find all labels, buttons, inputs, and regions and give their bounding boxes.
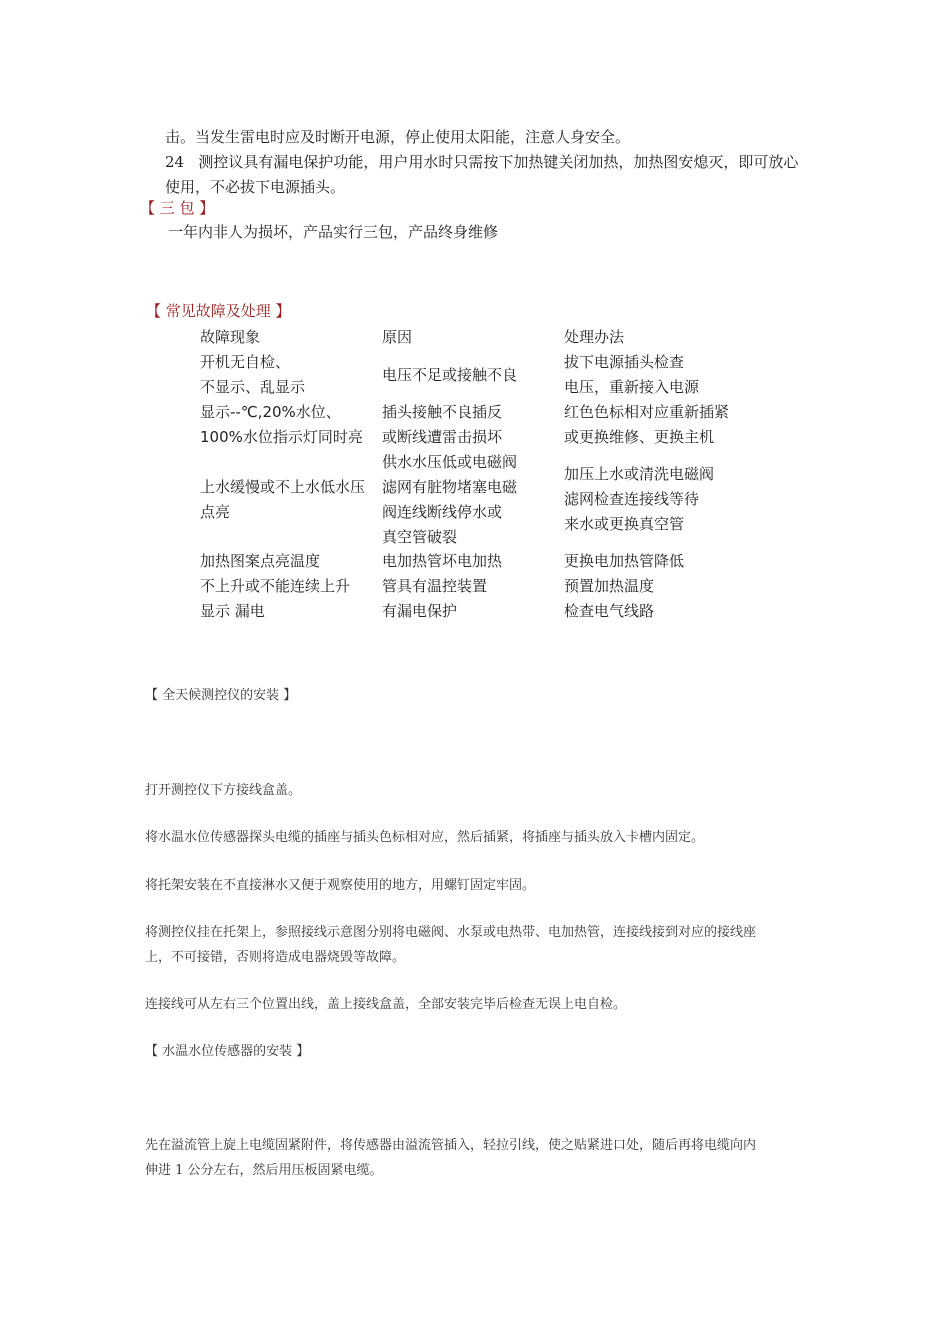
row1-symptom-l1: 开机无自检、 [200,353,291,371]
row4-fix-l3: 检查电气线路 [564,602,655,620]
row3-fix-l2: 滤网检查连接线等待 [564,490,700,508]
install-controller-step5: 连接线可从左右三个位置出线，盖上接线盒盖，全部安装完毕后检查无误上电自检。 [145,997,627,1012]
intro-line1: 击。当发生雷电时应及时断开电源，停止使用太阳能，注意人身安全。 [165,128,631,146]
row2-cause-l2: 或断线遭雷击损坏 [382,428,503,446]
item-24-line1 [165,150,798,175]
header-symptom: 故障现象 [200,328,261,346]
row2-symptom-l1: 显示--℃,20%水位、 [200,403,341,421]
sanbao-title: 【 三 包 】 [140,199,215,217]
row3-cause-l4: 真空管破裂 [382,528,458,546]
row4-cause-l2: 管具有温控装置 [382,577,488,595]
install-controller-step2: 将水温水位传感器探头电缆的插座与插头色标相对应，然后插紧，将插座与插头放入卡槽内固定。 [145,830,705,845]
row2-symptom-l2: 100%水位指示灯同时亮 [200,428,363,446]
row1-cause-l1: 电压不足或接触不良 [382,366,518,384]
install-sensor-text-line1: 先在溢流管上旋上电缆固紧附件，将传感器由溢流管插入，轻拉引线，使之贴紧进口处，随后再将电缆向内 [145,1138,757,1153]
row4-symptom-l2: 不上升或不能连续上升 [200,577,351,595]
row4-fix-l1: 更换电加热管降低 [564,552,685,570]
item-24-line2: 使用，不必拔下电源插头。 [165,178,346,196]
row4-symptom-l3: 显示 漏电 [200,602,265,620]
install-controller-step3: 将托架安装在不直接淋水又便于观察使用的地方，用螺钉固定牢固。 [145,878,536,893]
install-sensor-text-line2: 伸进 1 公分左右，然后用压板固紧电缆。 [145,1163,383,1178]
row2-fix-l2: 或更换维修、更换主机 [564,428,715,446]
install-controller-step1: 打开测控仪下方接线盒盖。 [145,783,302,798]
row3-cause-l1: 供水水压低或电磁阀 [382,453,518,471]
header-fix: 处理办法 [564,328,625,346]
faults-title: 【 常见故障及处理 】 [146,302,291,320]
item-24-number: 24 [165,153,185,171]
install-controller-step4-line1: 将测控仪挂在托架上，参照接线示意图分别将电磁阀、水泵或电热带、电加热管，连接线接到对应的接线座 [145,925,757,940]
row2-fix-l1: 红色色标相对应重新插紧 [564,403,730,421]
row3-symptom-l1: 上水缓慢或不上水低水压 [200,478,366,496]
row3-cause-l2: 滤网有脏物堵塞电磁 [382,478,518,496]
row4-fix-l2: 预置加热温度 [564,577,655,595]
item-24-text: 测控议具有漏电保护功能，用户用水时只需按下加热键关闭加热，加热图安熄灭，即可放心 [198,153,799,171]
install-controller-step4-line2: 上，不可接错，否则将造成电器烧毁等故障。 [145,950,406,965]
header-cause: 原因 [382,328,413,346]
row4-cause-l1: 电加热管坏电加热 [382,552,503,570]
row1-fix-l1: 拔下电源插头检查 [564,353,685,371]
row3-cause-l3: 阀连线断线停水或 [382,503,503,521]
row3-fix-l1: 加压上水或清洗电磁阀 [564,465,715,483]
row4-symptom-l1: 加热图案点亮温度 [200,552,321,570]
sanbao-text: 一年内非人为损坏，产品实行三包，产品终身维修 [168,223,499,241]
row2-cause-l1: 插头接触不良插反 [382,403,503,421]
row1-symptom-l2: 不显示、乱显示 [200,378,306,396]
row3-symptom-l2: 点亮 [200,503,231,521]
row3-fix-l3: 来水或更换真空管 [564,515,685,533]
row1-fix-l2: 电压，重新接入电源 [564,378,700,396]
install-controller-title: 【 全天候测控仪的安装 】 [145,688,297,703]
row4-cause-l3: 有漏电保护 [382,602,458,620]
install-sensor-title: 【 水温水位传感器的安装 】 [145,1044,310,1059]
